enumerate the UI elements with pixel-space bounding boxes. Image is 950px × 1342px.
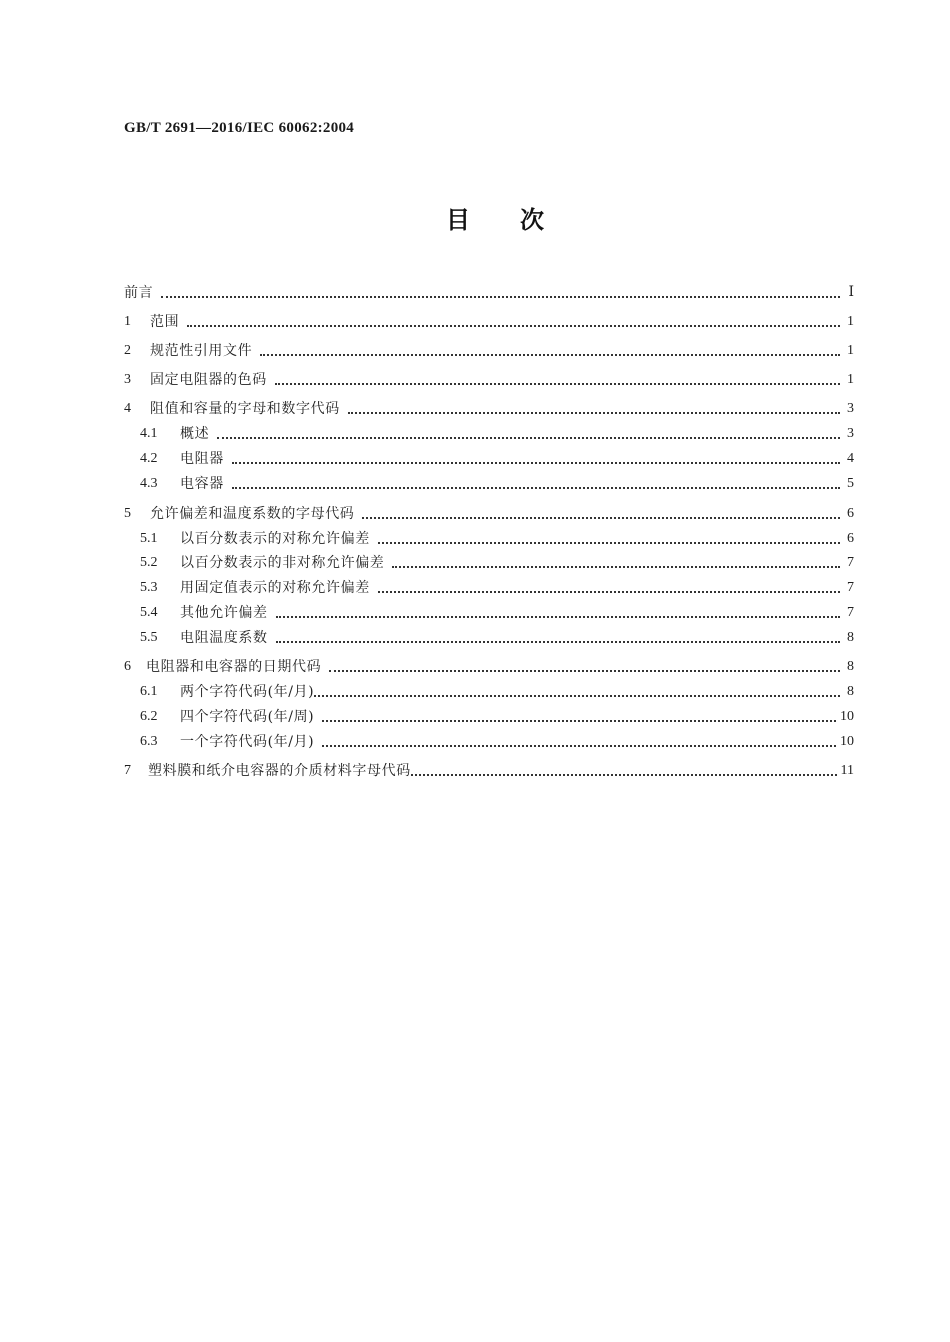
toc-entry-page: 7 (847, 605, 854, 620)
toc-entry-page: 11 (840, 763, 854, 778)
toc-entry-page: 1 (847, 372, 854, 387)
toc-leader (411, 774, 837, 776)
toc-leader (392, 566, 840, 568)
toc-entry[interactable] (140, 471, 854, 493)
toc-entry[interactable] (140, 729, 854, 751)
toc-entry-label: 阻值和容量的字母和数字代码 (150, 401, 340, 417)
toc-entry-number: 2 (124, 343, 131, 358)
toc-entry[interactable] (140, 625, 854, 647)
toc-entry-number: 5.5 (140, 630, 158, 645)
toc-entry-page: 1 (847, 314, 854, 329)
toc-leader (187, 325, 840, 327)
toc-entry-number: 5 (124, 506, 131, 521)
toc-entry-number: 6 (124, 659, 131, 674)
toc-leader (260, 354, 840, 356)
toc-entry-page: 3 (847, 426, 854, 441)
toc-entry-number: 5.2 (140, 555, 158, 570)
toc-entry-label: 概述 (180, 426, 210, 442)
toc-entry-number: 6.2 (140, 709, 158, 724)
toc-entry-number: 6.1 (140, 684, 158, 699)
toc-entry[interactable] (140, 704, 854, 726)
toc-entry-number: 4.2 (140, 451, 158, 466)
toc-entry-label: 塑料膜和纸介电容器的介质材料字母代码 (148, 763, 411, 779)
toc-entry[interactable] (124, 396, 854, 418)
toc-entry-number: 5.1 (140, 531, 158, 546)
toc-leader (276, 616, 840, 618)
toc-entry-label: 用固定值表示的对称允许偏差 (180, 580, 370, 596)
toc-entry-number: 3 (124, 372, 131, 387)
toc-entry-page: 5 (847, 476, 854, 491)
toc-entry-number: 1 (124, 314, 131, 329)
toc-leader (329, 670, 840, 672)
toc-entry-page: 10 (840, 734, 854, 749)
toc-entry-label: 范围 (150, 314, 180, 330)
toc-leader (232, 487, 840, 489)
toc-entry-page: 7 (847, 580, 854, 595)
toc-entry-page: 8 (847, 684, 854, 699)
toc-entry-label: 前言 (124, 285, 154, 301)
toc-entry[interactable] (124, 309, 854, 331)
page-title-char-2: 次 (520, 206, 544, 234)
toc-entry[interactable] (140, 550, 854, 572)
toc-entry[interactable] (140, 600, 854, 622)
toc-entry[interactable] (140, 421, 854, 443)
toc-entry-page: 8 (847, 659, 854, 674)
toc-entry-number: 5.3 (140, 580, 158, 595)
toc-leader (322, 745, 836, 747)
toc-entry-label: 以百分数表示的非对称允许偏差 (180, 555, 385, 571)
toc-entry[interactable] (124, 338, 854, 360)
page-title (0, 200, 950, 235)
toc-leader (217, 437, 840, 439)
toc-leader (314, 695, 840, 697)
standard-code: GB/T 2691—2016/IEC 60062:2004 (124, 120, 355, 136)
toc-entry-label: 规范性引用文件 (150, 343, 253, 359)
toc-entry-label: 其他允许偏差 (180, 605, 268, 621)
toc-entry-label: 以百分数表示的对称允许偏差 (180, 531, 370, 547)
toc-leader (232, 462, 840, 464)
toc-leader (378, 591, 840, 593)
toc-entry-label: 电阻器和电容器的日期代码 (146, 659, 322, 675)
toc-leader (275, 383, 840, 385)
toc-entry[interactable] (140, 679, 854, 701)
toc-entry[interactable] (124, 367, 854, 389)
toc-entry-label: 电阻温度系数 (180, 630, 268, 646)
toc-entry[interactable] (140, 446, 854, 468)
toc-entry[interactable] (124, 654, 854, 676)
toc-leader (161, 296, 840, 298)
toc-entry[interactable] (124, 758, 854, 780)
toc-entry[interactable] (124, 501, 854, 523)
toc-entry-label: 电容器 (180, 476, 224, 492)
toc-entry-page: 7 (847, 555, 854, 570)
toc-entry-number: 4 (124, 401, 131, 416)
toc-entry-label: 两个字符代码(年/月) (180, 684, 315, 700)
toc-entry-number: 7 (124, 763, 131, 778)
toc-entry-label: 四个字符代码(年/周) (180, 709, 315, 725)
toc-entry-label: 一个字符代码(年/月) (180, 734, 315, 750)
toc-entry-number: 5.4 (140, 605, 158, 620)
toc-entry-label: 电阻器 (180, 451, 224, 467)
toc-entry-number: 4.3 (140, 476, 158, 491)
toc-leader (348, 412, 840, 414)
toc-entry[interactable] (140, 526, 854, 548)
toc-entry-page: Ⅰ (848, 285, 854, 300)
toc-entry[interactable] (140, 575, 854, 597)
toc-leader (322, 720, 836, 722)
toc-entry-page: 1 (847, 343, 854, 358)
toc-entry-page: 4 (847, 451, 854, 466)
toc-entry-page: 6 (847, 506, 854, 521)
toc-leader (378, 542, 840, 544)
toc-entry-number: 6.3 (140, 734, 158, 749)
toc-entry-page: 3 (847, 401, 854, 416)
toc-entry-page: 8 (847, 630, 854, 645)
toc-entry-page: 6 (847, 531, 854, 546)
toc-entry-number: 4.1 (140, 426, 158, 441)
toc-leader (362, 517, 840, 519)
toc-entry-label: 允许偏差和温度系数的字母代码 (150, 506, 355, 522)
toc-leader (276, 641, 840, 643)
toc-entry-page: 10 (840, 709, 854, 724)
toc-entry-label: 固定电阻器的色码 (150, 372, 267, 388)
toc-entry[interactable] (124, 280, 854, 302)
page-title-char-1: 目 (446, 206, 470, 234)
